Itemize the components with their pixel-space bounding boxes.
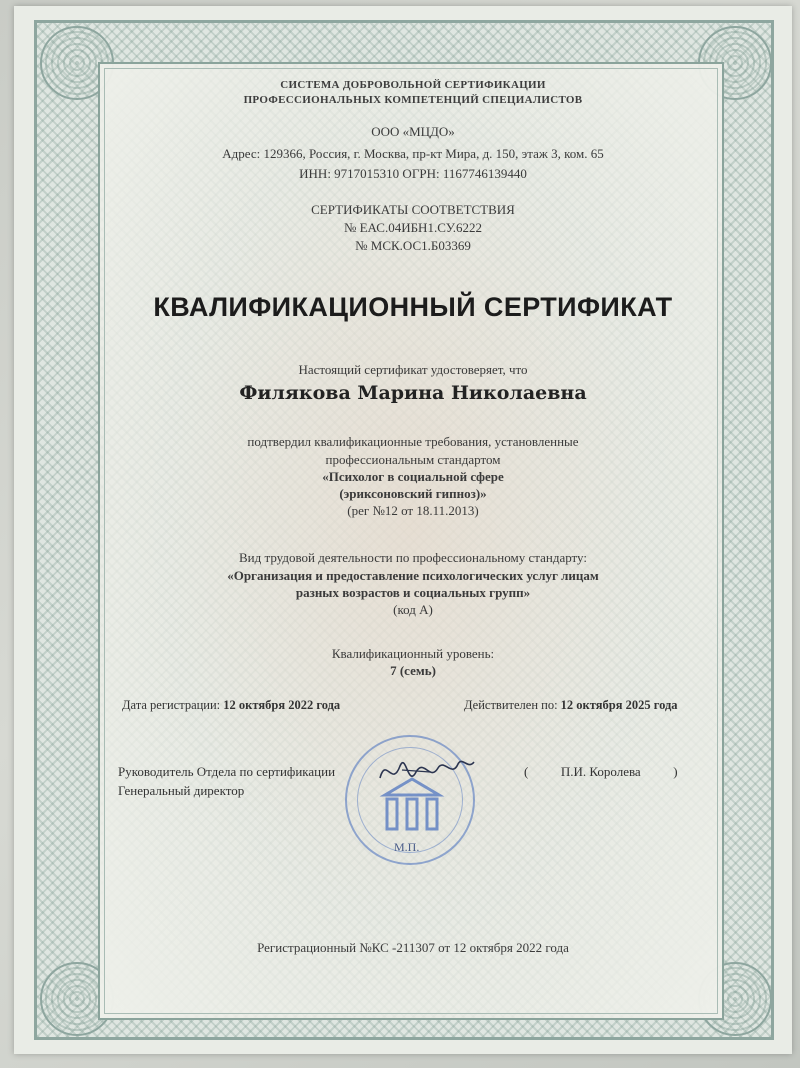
level-label: Квалификационный уровень: (331, 646, 495, 661)
activity-code: (код А) (393, 602, 433, 617)
activity-label: Вид трудовой деятельности по профессиональному стандарту: (238, 550, 587, 565)
org-name: ООО «МЦДО» (371, 124, 455, 139)
header-line-2: ПРОФЕССИОНАЛЬНЫХ КОМПЕТЕНЦИЙ СПЕЦИАЛИСТОВ (243, 94, 583, 106)
valid-until-label: Действителен по: (464, 698, 558, 712)
header-line-1: СИСТЕМА ДОБРОВОЛЬНОЙ СЕРТИФИКАЦИИ (280, 79, 546, 91)
activity-name-1: «Организация и предоставление психологических услуг лицам (227, 568, 599, 583)
conformity-number-2: № МСК.ОС1.Б03369 (355, 238, 471, 253)
standard-name-2: (эриксоновский гипноз)» (339, 486, 487, 501)
registration-footer: Регистрационный №КС -211307 от 12 октября 2022 года (257, 940, 569, 955)
holder-name: Филякова Марина Николаевна (239, 382, 587, 404)
org-ids: ИНН: 9717015310 ОГРН: 1167746139440 (299, 166, 527, 181)
certificate-title: КВАЛИФИКАЦИОННЫЙ СЕРТИФИКАТ (153, 292, 673, 322)
standard-name-1: «Психолог в социальной сфере (322, 469, 504, 484)
conformity-heading: СЕРТИФИКАТЫ СООТВЕТСТВИЯ (311, 202, 515, 217)
signatory-role-1: Руководитель Отдела по сертификации (118, 764, 336, 779)
org-address: Адрес: 129366, Россия, г. Москва, пр-кт Мира, д. 150, этаж 3, ком. 65 (222, 146, 604, 161)
stamp-mark: М.П. (394, 840, 420, 854)
registration-date-label: Дата регистрации: (122, 698, 221, 712)
signature-icon (372, 748, 482, 798)
valid-until-value: 12 октября 2025 года (560, 698, 678, 712)
standard-line-1: подтвердил квалификационные требования, установленные (247, 434, 579, 449)
standard-reg: (рег №12 от 18.11.2013) (347, 503, 479, 518)
level-value: 7 (семь) (390, 663, 436, 678)
registration-date (122, 698, 340, 713)
intro-text: Настоящий сертификат удостоверяет, что (298, 362, 528, 377)
activity-name-2: разных возрастов и социальных групп» (295, 585, 531, 600)
signatory-role-2: Генеральный директор (118, 783, 245, 798)
valid-until-date (464, 698, 678, 713)
registration-date-value: 12 октября 2022 года (223, 698, 341, 712)
standard-line-2: профессиональным стандартом (325, 452, 501, 467)
signatory-name: ( П.И. Королева ) (524, 764, 678, 779)
conformity-number-1: № ЕАС.04ИБН1.СУ.6222 (343, 220, 483, 235)
